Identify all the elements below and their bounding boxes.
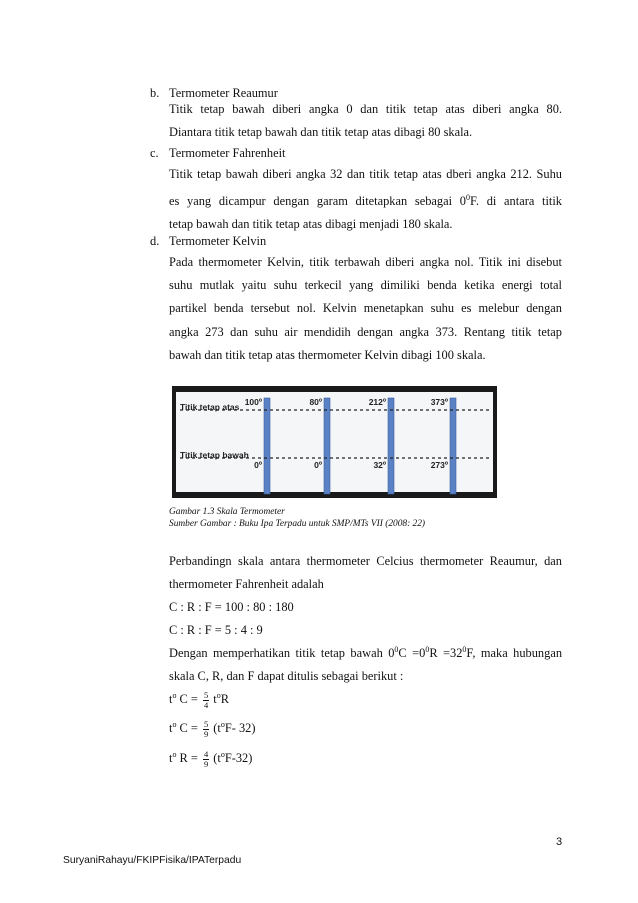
fraction-numerator: 5 [204,719,209,729]
text-fragment: C =0 [398,646,426,660]
figure-caption-source: Sumber Gambar : Buku Ipa Terpadu untuk SMP/MTs VII (2008: 22) [169,519,426,529]
thermometer-tube [450,398,456,494]
text-line: Titik tetap bawah diberi angka 0 dan titik tetap atas diberi angka 80. [169,102,562,116]
section-c-text [169,163,562,237]
fraction [203,750,209,769]
comparison-note [169,638,562,688]
thermometer-tube [388,398,394,494]
degree-sup: o [172,720,177,729]
text-line: Titik tetap bawah diberi angka 32 dan titik tetap atas dberi angka 212. Suhu [169,167,562,181]
formula-t: t [169,751,173,765]
figure-caption-title: Gambar 1.3 Skala Termometer [169,507,285,517]
degree-sup: o [220,750,225,759]
formula-c-to-f [169,720,255,739]
thermometer-tube [264,398,270,494]
comparison-intro [169,550,562,596]
ratio-line-1: C : R : F = 100 : 80 : 180 [169,600,294,614]
superscript: 0 [394,645,399,654]
fraction-denominator: 4 [204,700,209,710]
text-line [169,638,562,665]
text-line: Diantara titik tetap bawah dan titik tetap atas dibagi 80 skala. [169,125,473,140]
text-fragment: F, maka hubungan [466,646,563,660]
page-footer: SuryaniRahayu/FKIPFisika/IPATerpadu [63,855,242,866]
text-line [169,186,562,213]
superscript: 0 [462,645,467,654]
thermometer-tube [324,398,330,494]
page-number: 3 [556,836,563,848]
formula-unit: C = [176,721,201,735]
lower-fixed-point-value: 0º [314,460,322,470]
section-d-text [169,251,562,367]
superscript: 0 [425,645,430,654]
section-c-title: Termometer Fahrenheit [169,146,286,160]
lower-fixed-point-value: 0º [254,460,262,470]
text-fragment: es yang dicampur dengan garam ditetapkan sebagai 0 [169,194,466,209]
text-line: bawah dan titik tetap atas thermometer Kelvin dibagi 100 skala. [169,347,486,362]
section-d-title: Termometer Kelvin [169,234,267,248]
degree-sup: o [216,691,221,700]
section-d-letter: d. [150,234,160,248]
section-b-title: Termometer Reaumur [169,86,278,100]
degree-sup: o [172,750,177,759]
section-c-letter: c. [150,146,159,160]
upper-fixed-point-value: 100º [244,397,262,407]
superscript: 0 [465,193,470,203]
text-fragment: R =32 [429,646,463,660]
text-fragment: Dengan memperhatikan titik tetap bawah 0 [169,646,395,660]
formula-rhs: (t [213,721,221,735]
formula-rhs-unit: F- 32) [224,721,256,735]
text-line: suhu mutlak yaitu suhu terkecil yang dimiliki benda ketika energi total [169,278,562,293]
text-line: Perbandingn skala antara thermometer Celcius thermometer Reaumur, dan [169,554,562,568]
upper-fixed-point-value: 80º [309,397,322,407]
formula-t: t [169,721,173,735]
formula-rhs-unit: R [220,692,229,706]
label-titik-tetap-atas: Titik tetap atas [180,402,240,412]
formula-unit: C = [176,692,201,706]
formula-rhs: (t [213,751,221,765]
fraction-denominator: 9 [204,729,209,739]
formula-c-to-r [169,691,229,710]
lower-fixed-point-value: 32º [373,460,386,470]
formula-t: t [169,692,173,706]
upper-fixed-point-value: 212º [368,397,386,407]
fraction-numerator: 4 [204,749,209,759]
text-line: skala C, R, dan F dapat ditulis sebagai berikut : [169,669,404,684]
degree-sup: o [220,720,225,729]
text-line: tetap bawah dan titik tetap atas dibagi menjadi 180 skala. [169,217,453,232]
text-line: thermometer Fahrenheit adalah [169,577,324,592]
fraction [203,691,209,710]
formula-rhs-unit: F-32) [224,751,253,765]
text-line: partikel benda tersebut nol. Kelvin menetapkan suhu es melebur dengan [169,301,562,316]
formula-rhs: t [213,692,217,706]
formula-r-to-f [169,750,252,769]
thermometer-scale-figure [172,386,497,498]
text-line: angka 273 dan suhu air mendidih dengan angka 373. Rentang titik tetap [169,324,562,339]
text-line: Pada thermometer Kelvin, titik terbawah diberi angka nol. Titik ini disebut [169,255,562,269]
label-titik-tetap-bawah: Titik tetap bawah [180,450,249,460]
ratio-line-2: C : R : F = 5 : 4 : 9 [169,623,263,637]
section-b-text [169,98,562,144]
upper-fixed-point-value: 373º [430,397,448,407]
fraction-denominator: 9 [204,759,209,769]
text-fragment: F. di antara titik [469,194,563,209]
formula-unit: R = [176,751,201,765]
fraction [203,720,209,739]
degree-sup: o [172,691,177,700]
section-b-letter: b. [150,86,160,100]
lower-fixed-point-value: 273º [430,460,448,470]
fraction-numerator: 5 [204,690,209,700]
